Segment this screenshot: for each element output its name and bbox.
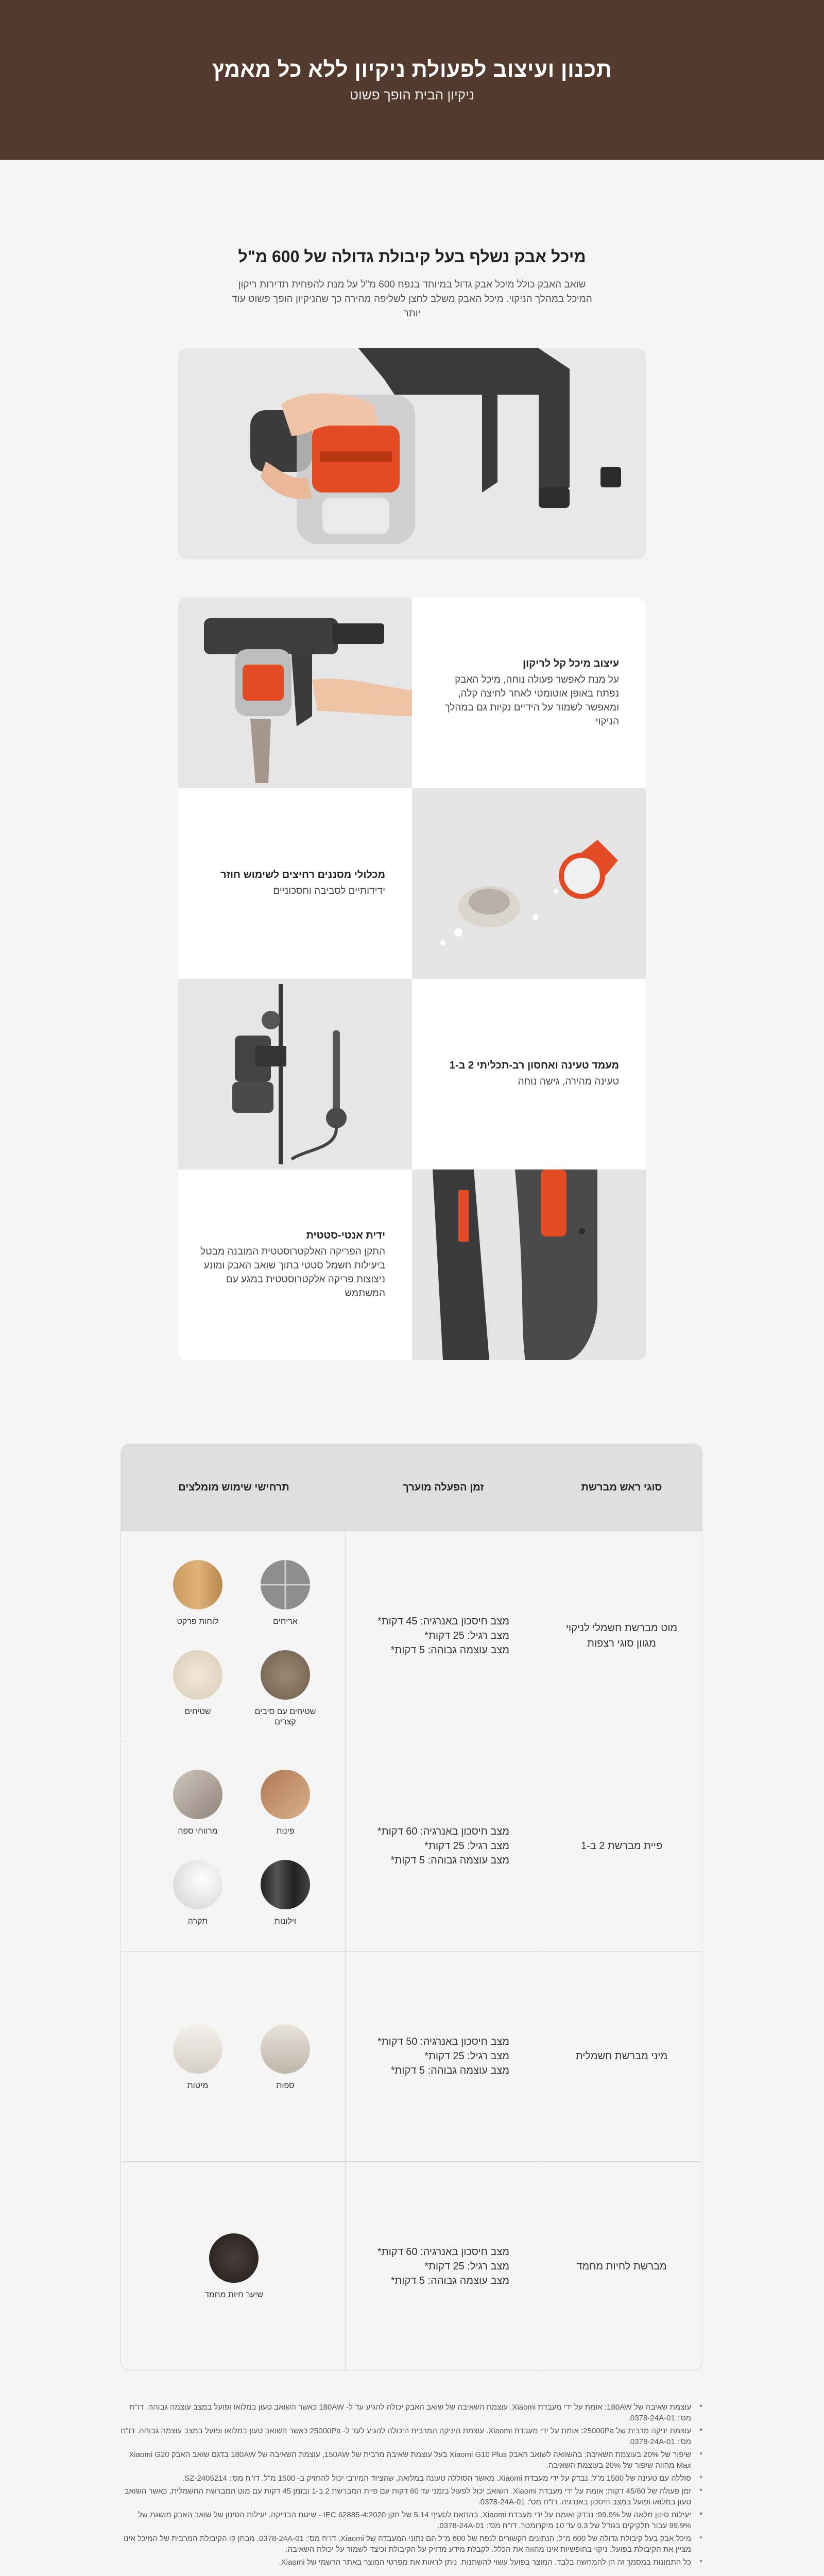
footnote: * זמן פעולה של 45/60 דקות: אומת על ידי מעבדת Xiaomi. השואב יכול לפעול בזמני עד 60 דקות עם פיית המברשת 2 ב-1 ובזמן 45 דקות עם מוט המברשת החשמלית, כאשר השואב טעון במלואו ופועל במצב חיסכון באנרגיה. דו"ח מס': 0378-24A-01.	[121, 2486, 702, 2507]
tiles-icon	[261, 1560, 310, 1609]
corners-icon	[261, 1770, 310, 1819]
header-runtime: זמן הפעלה מוערך	[403, 1481, 484, 1493]
surface-sofa-gaps: מרווחי ספה	[162, 1770, 234, 1837]
time-normal: מצב רגיל: 25 דקות*	[424, 2261, 509, 2272]
feature-description: טעינה מהירה, גישה נוחה	[518, 1076, 619, 1087]
feature-image-antistatic	[412, 1170, 646, 1360]
bed-icon	[173, 2024, 222, 2074]
brush-heads-table	[121, 1444, 702, 2371]
header-usage: תרחישי שימוש מומלצים	[178, 1481, 289, 1493]
footnote: * מיכל אבק בעל קיבולת גדולה של 600 מ"ל: הנתונים הקשורים לנפח של 600 מ"ל הם נתוני המעבדה של Xiaomi. דו"ח מס': 0378-24A-01. מבחן קו הקיבולת המרבית של המיכל אינו מציין את הקיבולת בפועל. ניקוי בחופשיות אינו מהווה את הכלל. לקבלת מידע מדויק על הקיבולת וכיצד לשמור על יכולת השאיבה.	[121, 2533, 702, 2555]
vacuum-dust-bin-illustration	[178, 348, 646, 560]
hero-title: תכנון ועיצוב לפעולת ניקיון ללא כל מאמץ	[212, 57, 612, 81]
time-eco: מצב חיסכון באנרגיה: 50 דקות*	[377, 2036, 509, 2047]
feature-card-filters	[178, 788, 412, 979]
surface-ceiling: תקרה	[162, 1860, 234, 1927]
pet-hair-icon	[209, 2233, 259, 2283]
table-row-name: מברשת לחיות מחמד	[576, 2261, 667, 2272]
feature-image-filters	[412, 788, 646, 979]
surface-curtains: וילונות	[249, 1860, 321, 1927]
footnotes	[121, 2402, 702, 2570]
table-row-name: מיני מברשת חשמלית	[575, 2050, 668, 2062]
footnote: * יעילות סינון מלאה של 99.9%: נבדק ואומת על ידי מעבדת Xiaomi, בהתאם לסעיף 5.14 של תקן IEC 62885-4:2020 - שיטת הבדיקה. יעילות הסינון של שואב האבק מושגת של 99.9% עבור חלקיקים בגודל של 0.3 עד 10 מיקרומטר. דו"ח מס': 0378-24A-01.	[121, 2510, 702, 2531]
table-row-times	[346, 1741, 541, 1951]
feature-card-antistatic	[178, 1170, 412, 1360]
surface-corners: פינות	[249, 1770, 321, 1837]
feature-description: ידידותיים לסביבה וחסכוניים	[273, 886, 385, 896]
time-eco: מצב חיסכון באנרגיה: 60 דקות*	[377, 1826, 509, 1837]
feature-title: ידית אנטי-סטטית	[306, 1229, 385, 1241]
surface-parquet: לוחות פרקט	[162, 1560, 234, 1627]
feature-card-easy-empty	[412, 598, 646, 788]
table-row-times	[346, 1531, 541, 1741]
footnote: * עוצמת יניקה מרבית של 25000Pa: אומת על ידי מעבדת Xiaomi. עוצמת היניקה המרבית היכולה להגיע לעד ל- 25000Pa כאשר השואב טעון במלואו ופועל במצב עוצמה גבוהה. דו"ח מס': 0378-24A-01.	[121, 2426, 702, 2447]
washable-filters-illustration	[412, 788, 646, 979]
sofa-icon	[261, 2024, 310, 2074]
surface-sofas: ספות	[249, 2024, 321, 2091]
footnote: * עוצמת שאיבה של 180AW: אומת על ידי מעבדת Xiaomi. עוצמת השאיבה של שואב האבק יכולה להגיע עד ל- 180AW כאשר השואב טעון במלואו ופועל במצב עוצמה גבוהה. דו"ח מס': 0378-24A-01.	[121, 2402, 702, 2424]
footnote: * כל התמונות במסמך זה הן להמחשה בלבד. המוצר בפועל עשוי להשתנות. ניתן לראות את מפרטי המוצר באתר הרשמי של Xiaomi.	[121, 2557, 702, 2568]
short-carpet-icon	[261, 1650, 310, 1700]
table-row-name: מוט מברשת חשמלי לניקוי מגוון סוגי רצפות	[565, 1622, 678, 1649]
sofa-gaps-icon	[173, 1770, 222, 1819]
time-high: מצב עוצמה גבוהה: 5 דקות*	[390, 1855, 509, 1866]
carpet-icon	[173, 1650, 222, 1700]
feature-card-charging-stand	[412, 979, 646, 1170]
feature-grid	[178, 598, 646, 1360]
feature-image-stand	[178, 979, 412, 1170]
time-normal: מצב רגיל: 25 דקות*	[424, 1840, 509, 1852]
intro-description: שואב האבק כולל מיכל אבק גדול במיוחד בנפח 600 מ"ל על מנת להפחית תדירות ריקון המיכל במהלך הניקוי. מיכל האבק משלב לחצן לשליפה מהירה כך שהניקיון הופך פשוט עוד יותר	[232, 279, 592, 319]
intro-section	[0, 247, 824, 321]
hero-subtitle: ניקיון הבית הופך פשוט	[350, 87, 474, 103]
curtains-icon	[261, 1860, 310, 1909]
time-normal: מצב רגיל: 25 דקות*	[424, 2050, 509, 2062]
feature-description: התקן הפריקה האלקטרוסטטית המובנה מבטל ביעילות חשמל סטטי בתוך שואב האבק ומונע ניצוצות פריקה אלקטרוסטטית במגע עם המשתמש	[200, 1246, 385, 1299]
feature-title: מעמד טעינה ואחסון רב-תכליתי 2 ב-1	[449, 1060, 619, 1071]
time-high: מצב עוצמה גבוהה: 5 דקות*	[390, 2275, 509, 2286]
header-brush-type: סוגי ראש מברשת	[581, 1481, 662, 1493]
feature-title: עיצוב מיכל קל לריקון	[523, 657, 619, 669]
time-high: מצב עוצמה גבוהה: 5 דקות*	[390, 1645, 509, 1656]
surface-pet-hair: שיער חיות מחמד	[198, 2233, 270, 2300]
time-eco: מצב חיסכון באנרגיה: 45 דקות*	[377, 1616, 509, 1627]
footnote: * שיפור של 20% בעוצמת השאיבה: בהשוואה לשואב האבק Xiaomi G10 Plus בעל עוצמת שאיבה מרבית של 150AW, עוצמת השאיבה של 180AW בדגם שואב האבק Xiaomi G20 Max מהווה שיפור של 20% בעוצמת השאיבה.	[121, 2449, 702, 2471]
table-row-times	[346, 1951, 541, 2161]
hero-banner	[0, 0, 824, 160]
time-normal: מצב רגיל: 25 דקות*	[424, 1630, 509, 1641]
feature-title: מכלולי מסננים רחיצים לשימוש חוזר	[220, 869, 385, 880]
surface-short-carpet: שטיחים עם סיבים קצרים	[249, 1650, 321, 1727]
time-eco: מצב חיסכון באנרגיה: 60 דקות*	[377, 2246, 509, 2258]
surface-tiles: אריחים	[249, 1560, 321, 1627]
emptying-bin-illustration	[178, 598, 412, 788]
table-row-name: פיית מברשת 2 ב-1	[580, 1840, 663, 1852]
time-high: מצב עוצמה גבוהה: 5 דקות*	[390, 2065, 509, 2076]
intro-title: מיכל אבק נשלף בעל קיבולת גדולה של 600 מ"ל	[238, 247, 586, 266]
antistatic-handle-illustration	[412, 1170, 646, 1360]
dust-container-image	[178, 348, 646, 560]
footnote: * סוללה עם טעינה של 1500 מ"ל: נבדק על ידי מעבדת Xiaomi. מאשר הסוללה טעונה במלואה, שהציוד המירבי יכול להחזיק ב- 1500 מ"ל. דו"ח מס': SZ-2405214.	[121, 2473, 702, 2484]
charging-stand-illustration	[178, 979, 412, 1170]
feature-image-emptying	[178, 598, 412, 788]
surface-carpet: שטיחים	[162, 1650, 234, 1717]
parquet-icon	[173, 1560, 222, 1609]
table-row-times	[346, 2161, 541, 2371]
ceiling-icon	[173, 1860, 222, 1909]
surface-beds: מיטות	[162, 2024, 234, 2091]
feature-description: על מנת לאפשר פעולה נוחה, מיכל האבק נפתח באופן אוטומטי לאחר לחיצה קלה, ומאפשר לשמור על הידיים נקיות גם במהלך הניקוי	[444, 674, 619, 727]
